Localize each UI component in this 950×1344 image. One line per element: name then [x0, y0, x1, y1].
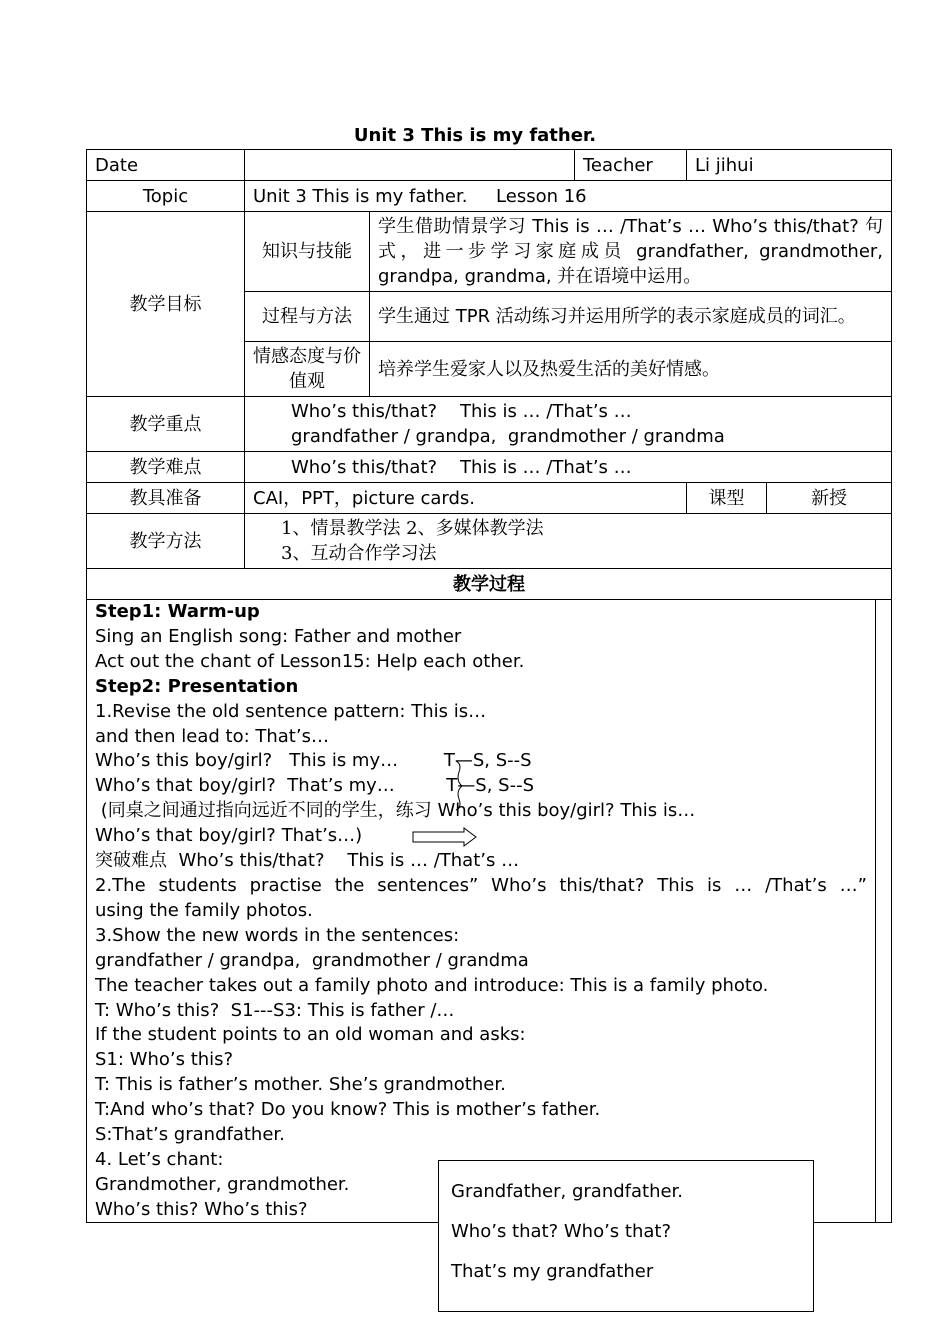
methods-line1: 1、情景教学法 2、多媒体教学法	[281, 518, 544, 539]
key-points-label: 教学重点	[87, 397, 245, 452]
process-line: If the student points to an old woman and asks:	[95, 1024, 526, 1046]
brace-mark	[456, 761, 462, 810]
process-line: Who’s that boy/girl? That’s my… T—S, S--S	[95, 775, 534, 797]
process-header: 教学过程	[87, 569, 892, 600]
process-line: T: This is father’s mother. She’s grandmother.	[95, 1074, 506, 1096]
topic-value: Unit 3 This is my father. Lesson 16	[245, 181, 892, 212]
objective-process-label: 过程与方法	[245, 292, 370, 342]
lesson-title: Unit 3 This is my father.	[353, 125, 597, 146]
process-line: grandfather / grandpa, grandmother / grandma	[95, 949, 529, 971]
methods-line2: 3、互动合作学习法	[281, 543, 437, 564]
chant-text-box	[438, 1160, 814, 1312]
objectives-label: 教学目标	[87, 212, 245, 397]
key-points-line1: Who’s this/that? This is … /That’s …	[291, 401, 632, 422]
step1-heading: Step1: Warm-up	[95, 601, 260, 622]
process-line: Act out the chant of Lesson15: Help each other.	[95, 650, 525, 672]
process-line: using the family photos.	[95, 899, 313, 921]
process-line: 3.Show the new words in the sentences:	[95, 924, 460, 946]
materials-label: 教具准备	[87, 483, 245, 514]
topic-label: Topic	[87, 181, 245, 212]
process-line: 2.The students practise the sentences” Who’s this/that? This is … /That’s …”	[95, 874, 867, 896]
key-points-line2: grandfather / grandpa, grandmother / grandma	[291, 426, 725, 447]
step2-heading: Step2: Presentation	[95, 675, 299, 697]
process-line: Sing an English song: Father and mother	[95, 625, 462, 647]
date-label: Date	[87, 150, 245, 181]
chant-line: Who’s that? Who’s that?	[451, 1221, 672, 1242]
process-line: T:And who’s that? Do you know? This is mother’s father.	[95, 1099, 601, 1121]
objective-emotion-label: 情感态度与价值观	[245, 342, 370, 397]
difficult-points-text: Who’s this/that? This is … /That’s …	[245, 452, 892, 483]
process-line: Who’s this? Who’s this?	[95, 1198, 308, 1220]
lesson-type-label: 课型	[687, 483, 767, 514]
process-line: Who’s this boy/girl? This is my… T—S, S--S	[95, 750, 532, 772]
teacher-label: Teacher	[575, 150, 687, 181]
objective-knowledge-label: 知识与技能	[245, 212, 370, 292]
objective-emotion-text: 培养学生爱家人以及热爱生活的美好情感。	[370, 342, 892, 397]
process-line: Grandmother, grandmother.	[95, 1173, 350, 1195]
methods-label: 教学方法	[87, 514, 245, 569]
chant-line: Grandfather, grandfather.	[451, 1181, 684, 1202]
process-line: 突破难点 Who’s this/that? This is … /That’s …	[95, 850, 520, 872]
right-arrow-icon	[413, 828, 476, 846]
process-line: and then lead to: That’s…	[95, 725, 329, 747]
process-line: S:That’s grandfather.	[95, 1124, 285, 1146]
chant-line: That’s my grandfather	[451, 1261, 654, 1282]
teacher-value: Li jihui	[687, 150, 892, 181]
process-line: (同桌之间通过指向远近不同的学生，练习 Who’s this boy/girl? This is…	[95, 800, 696, 822]
objective-knowledge-text: 学生借助情景学习 This is … /That’s … Who’s this/that? 句式，进一步学习家庭成员 grandfather, grandmother, grandpa, grandma, 并在语境中运用。	[370, 212, 892, 292]
difficult-points-label: 教学难点	[87, 452, 245, 483]
process-line: 1.Revise the old sentence pattern: This is…	[95, 700, 487, 722]
lesson-type-value: 新授	[767, 483, 892, 514]
process-line: Who’s that boy/girl? That’s…)	[95, 825, 363, 847]
process-line: The teacher takes out a family photo and introduce: This is a family photo.	[95, 974, 769, 996]
process-line: 4. Let’s chant:	[95, 1148, 224, 1170]
objective-process-text: 学生通过 TPR 活动练习并运用所学的表示家庭成员的词汇。	[370, 292, 892, 342]
process-line: T: Who’s this? S1---S3: This is father /…	[95, 999, 455, 1021]
process-line: S1: Who’s this?	[95, 1049, 234, 1071]
materials-value: CAI，PPT，picture cards.	[245, 483, 687, 514]
